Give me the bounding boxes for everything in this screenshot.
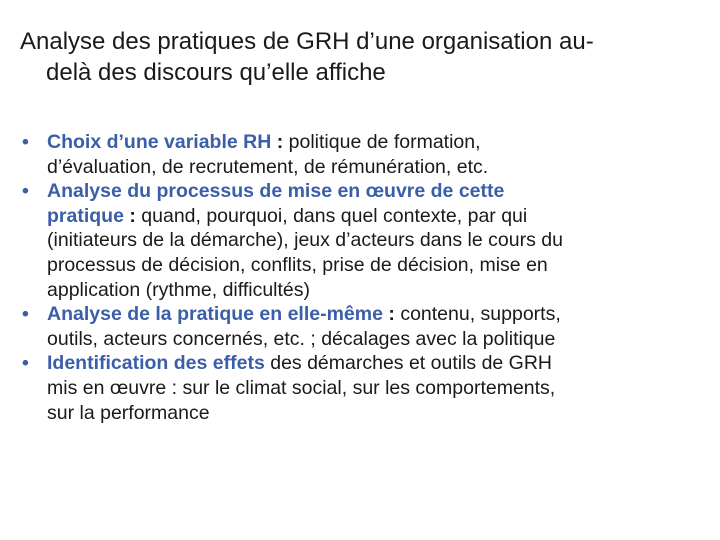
bullet-item: [22, 302, 702, 351]
bullet-line: [47, 130, 702, 155]
bullet-line: [47, 401, 702, 426]
bullet-lead-text: pratique: [47, 204, 124, 227]
bullet-list: [22, 130, 702, 425]
bullet-line: [47, 155, 702, 180]
bullet-body-text: contenu, supports,: [400, 303, 561, 326]
bullet-line: [47, 253, 702, 278]
bullet-separator: :: [382, 303, 401, 326]
bullet-lead-text: Analyse du processus de mise en œuvre de cette: [47, 180, 505, 203]
bullet-marker: •: [22, 131, 29, 153]
bullet-separator: :: [123, 204, 142, 227]
bullet-marker: •: [22, 352, 29, 375]
bullet-item: [22, 179, 702, 302]
bullet-line: [47, 327, 702, 352]
bullet-line: [47, 302, 702, 327]
bullet-marker: •: [22, 180, 29, 203]
bullet-marker: •: [22, 303, 29, 326]
bullet-body-text: des démarches et outils de GRH: [270, 352, 553, 375]
bullet-lead-text: Analyse de la pratique en elle-même: [47, 303, 383, 326]
bullet-body-text: d’évaluation, de recrutement, de rémunération, etc.: [47, 155, 489, 178]
bullet-separator: :: [271, 131, 289, 153]
title-line-1: Analyse des pratiques de GRH d’une organisation au-: [20, 28, 594, 55]
title-line-2: delà des discours qu’elle affiche: [46, 59, 386, 86]
bullet-body-text: (initiateurs de la démarche), jeux d’acteurs dans le cours du: [47, 229, 563, 252]
bullet-line: [47, 376, 702, 401]
slide-title: [20, 26, 700, 88]
bullet-item: [22, 130, 702, 179]
bullet-body-text: mis en œuvre : sur le climat social, sur les comportements,: [47, 376, 556, 399]
bullet-line: [47, 204, 702, 229]
bullet-body-text: quand, pourquoi, dans quel contexte, par qui: [141, 204, 528, 227]
bullet-body-text: processus de décision, conflits, prise de décision, mise en: [47, 253, 548, 276]
bullet-body-text: sur la performance: [47, 401, 210, 424]
bullet-line: [47, 179, 702, 204]
bullet-body-text: outils, acteurs concernés, etc. ; décalages avec la politique: [47, 327, 556, 350]
bullet-body-text: application (rythme, difficultés): [47, 278, 311, 301]
bullet-item: [22, 351, 702, 425]
bullet-lead-text: Choix d’une variable RH: [47, 131, 272, 153]
bullet-line: [47, 278, 702, 303]
bullet-lead-text: Identification des effets: [47, 352, 265, 375]
bullet-line: [47, 228, 702, 253]
bullet-body-text: politique de formation,: [288, 131, 481, 153]
bullet-line: [47, 351, 702, 376]
